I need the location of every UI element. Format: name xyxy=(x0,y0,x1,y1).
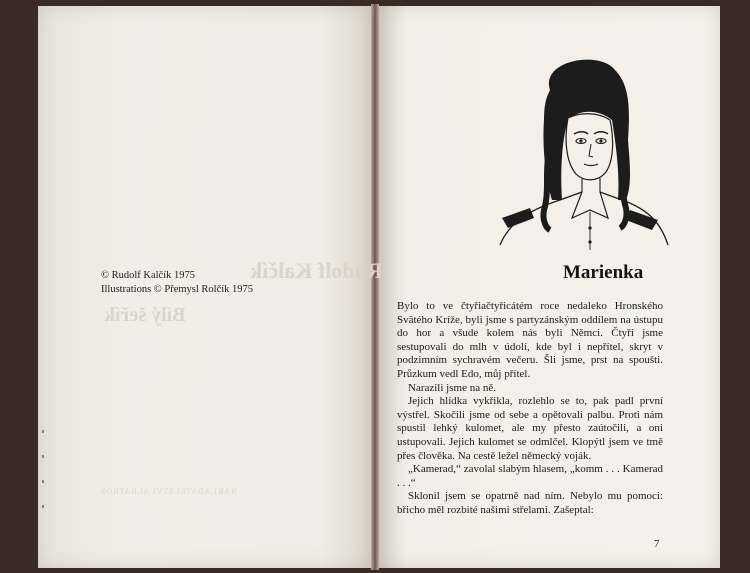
page-number: 7 xyxy=(654,538,660,550)
show-through-subtitle: Bílý šeřík xyxy=(104,304,186,326)
copyright-author: © Rudolf Kalčík 1975 xyxy=(101,270,196,281)
show-through-title: Rudolf Kalčík xyxy=(250,258,383,283)
page-edge-mark xyxy=(42,430,44,433)
page-edge-mark xyxy=(42,505,44,508)
paragraph: „Kamerad,“ zavolal slabým hlasem, „komm . . . Kamerad . . .“ xyxy=(397,463,663,489)
chapter-title: Marienka xyxy=(563,262,644,283)
paragraph: Bylo to ve čtyřiačtyřicátém roce nedaleko Hronského Svätého Kríže, byli jsme s partyzánským oddílem na ústupu do hor a všude kolem nás byli Němci. Čtyři jsme sestupovali do mlh v údolí, kde byl i nepřítel, skryt v podzimním sychravém večeru. Šli jsme, prst na spoušti. Průzkum vedl Edo, můj přítel. xyxy=(397,300,663,380)
paragraph: Narazili jsme na ně. xyxy=(408,381,496,394)
book-gutter xyxy=(371,4,379,570)
copyright-notice xyxy=(101,269,301,297)
page-edge-mark xyxy=(42,455,44,458)
show-through-footer: NAKLADATELSTVÍ ALBATROS xyxy=(100,487,237,496)
chapter-text xyxy=(397,300,663,518)
portrait-illustration xyxy=(480,50,670,255)
copyright-illustrations: Illustrations © Přemysl Rolčík 1975 xyxy=(101,284,254,295)
page-edge-mark xyxy=(42,480,44,483)
paragraph: Sklonil jsem se opatrně nad ním. Nebylo mu pomoci: břicho měl rozbité našimi střelami. Zašeptal: xyxy=(397,490,663,516)
paragraph: Jejich hlídka vykřikla, rozlehlo se to, pak padl první výstřel. Skočili jsme od sebe a opětovali palbu. Proti nám spustil lehký kulomet, ale my přesto zaútočili, a oni ustupovali. Jejich kulomet se odmlčel. Klopýtl jsem ve tmě přes člověka. Na cestě ležel německý voják. xyxy=(397,395,663,462)
